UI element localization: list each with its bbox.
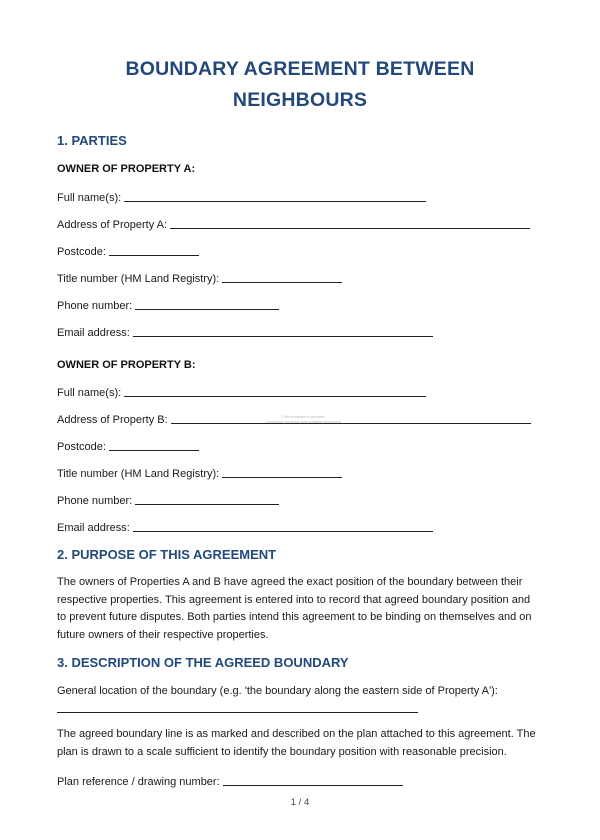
owner-a-heading: OWNER OF PROPERTY A:: [57, 163, 196, 175]
purpose-line: future owners of their respective properties.: [57, 628, 269, 641]
title-line-2: NEIGHBOURS: [232, 89, 368, 111]
owner-a-title-number-label: Title number (HM Land Registry):: [57, 273, 220, 285]
section-heading-purpose: 2. PURPOSE OF THIS AGREEMENT: [57, 547, 277, 562]
owner-a-full-name-field[interactable]: [124, 190, 426, 202]
purpose-paragraph: [57, 574, 547, 644]
owner-b-email-label: Email address:: [57, 522, 130, 534]
owner-a-email-field[interactable]: [133, 325, 433, 337]
owner-a-address-field[interactable]: [170, 217, 530, 229]
purpose-line: respective properties. This agreement is entered into to record that agreed boundary position and: [57, 593, 531, 606]
section-heading-parties: 1. PARTIES: [57, 133, 127, 148]
plan-reference-row: [57, 773, 403, 789]
description-line: plan is drawn to a scale sufficient to identify the boundary position with reasonable precision.: [57, 745, 507, 758]
owner-a-postcode-row: [57, 243, 199, 259]
owner-a-postcode-label: Postcode:: [57, 246, 106, 258]
owner-b-title-number-row: [57, 465, 342, 481]
owner-a-email-row: [57, 324, 433, 340]
owner-b-full-name-label: Full name(s):: [57, 387, 122, 399]
document-title: [60, 54, 540, 116]
owner-a-address-label: Address of Property A:: [57, 219, 168, 231]
watermark-line: Download premium and editable document: [264, 419, 342, 424]
owner-b-title-number-field[interactable]: [222, 466, 342, 478]
owner-a-full-name-label: Full name(s):: [57, 192, 122, 204]
owner-b-postcode-row: [57, 438, 199, 454]
preview-watermark: [248, 414, 358, 424]
owner-b-phone-row: [57, 492, 279, 508]
owner-b-postcode-label: Postcode:: [57, 441, 106, 453]
watermark-line: Find template in preview: [281, 414, 325, 419]
owner-a-title-number-row: [57, 270, 342, 286]
owner-b-address-label: Address of Property B:: [57, 414, 168, 426]
owner-a-postcode-field[interactable]: [109, 244, 199, 256]
owner-b-full-name-field[interactable]: [124, 385, 426, 397]
owner-b-email-row: [57, 519, 433, 535]
owner-b-full-name-row: [57, 384, 426, 400]
owner-b-postcode-field[interactable]: [109, 439, 199, 451]
owner-b-phone-label: Phone number:: [57, 495, 133, 507]
owner-b-title-number-label: Title number (HM Land Registry):: [57, 468, 220, 480]
owner-b-phone-field[interactable]: [135, 493, 279, 505]
section-heading-description: 3. DESCRIPTION OF THE AGREED BOUNDARY: [57, 655, 349, 670]
title-line-1: BOUNDARY AGREEMENT BETWEEN: [125, 58, 475, 80]
description-line: The agreed boundary line is as marked and described on the plan attached to this agreement. The: [57, 728, 536, 740]
owner-a-email-label: Email address:: [57, 327, 130, 339]
owner-a-phone-label: Phone number:: [57, 300, 133, 312]
owner-a-full-name-row: [57, 189, 426, 205]
plan-reference-field[interactable]: [223, 774, 403, 786]
purpose-line: to prevent future disputes. Both parties intend this agreement to be binding on themselves and on: [57, 611, 532, 623]
page-number: 1 / 4: [290, 797, 310, 808]
owner-a-phone-row: [57, 297, 279, 313]
general-location-field[interactable]: [57, 712, 418, 713]
general-location-label: General location of the boundary (e.g. 'the boundary along the eastern side of Property A'):: [57, 685, 498, 697]
description-paragraph: [57, 726, 547, 761]
owner-b-heading: OWNER OF PROPERTY B:: [57, 359, 196, 371]
purpose-line: The owners of Properties A and B have agreed the exact position of the boundary between their: [57, 576, 523, 588]
owner-a-phone-field[interactable]: [135, 298, 279, 310]
plan-reference-label: Plan reference / drawing number:: [57, 776, 220, 788]
owner-a-title-number-field[interactable]: [222, 271, 342, 283]
owner-b-email-field[interactable]: [133, 520, 433, 532]
owner-a-address-row: [57, 216, 530, 232]
